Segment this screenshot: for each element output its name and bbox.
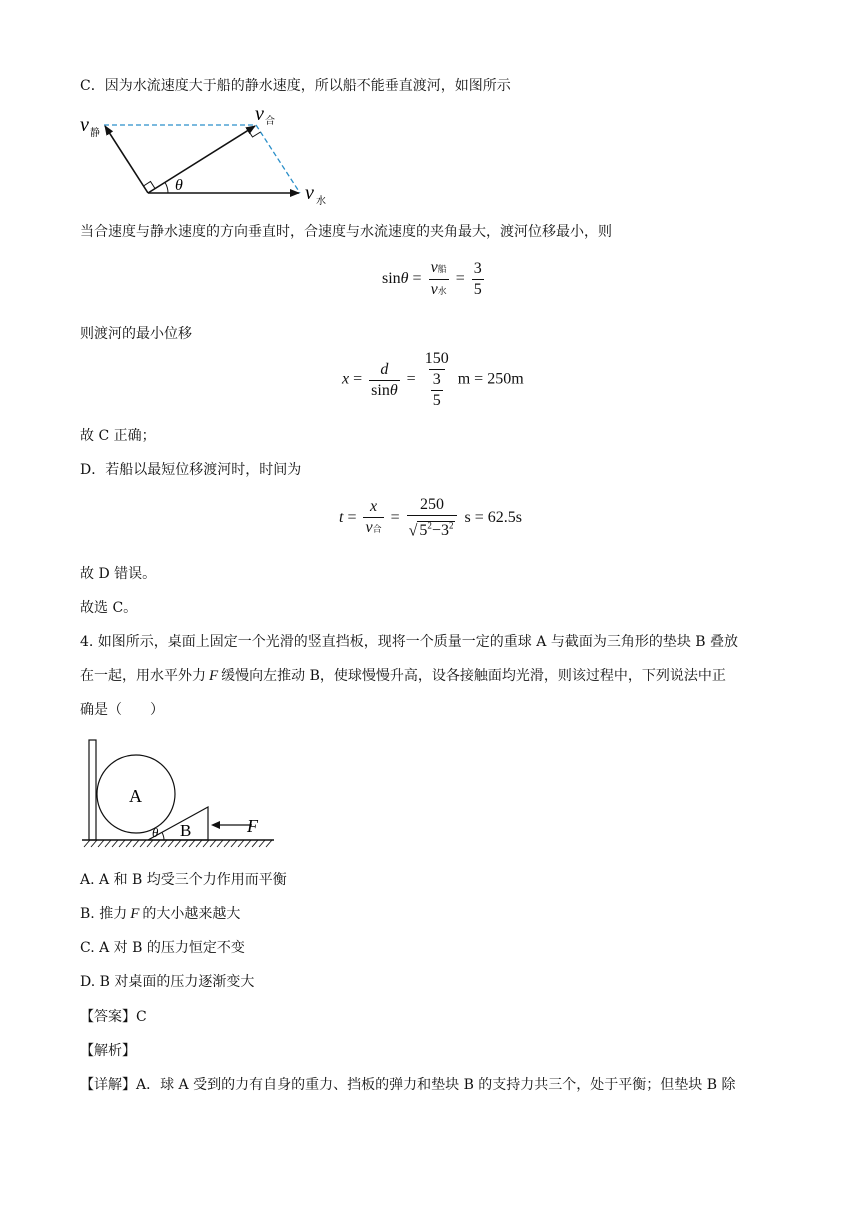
final-choice: 故选 C。 [80, 600, 138, 616]
part-d-heading: D．若船以最短位移渡河时，时间为 [80, 462, 302, 478]
question-4-line-2: 在一起，用水平外力 F 缓慢向左推动 B，使球慢慢升高，设各接触面均光滑，则该过程中，下列说法中正 [80, 668, 726, 684]
eq1-value-fraction [472, 260, 484, 299]
theta-label: θ [175, 177, 183, 194]
ground-hatching [84, 840, 272, 847]
question-4-line-1: 4. 如图所示，桌面上固定一个光滑的竖直挡板，现将一个质量一定的重球 A 与截面为三角形的垫块 B 叠放 [80, 634, 739, 650]
hatch-mark [217, 840, 223, 847]
eq2-result: 250m [487, 370, 524, 388]
v-combined-vector [148, 126, 255, 193]
hatch-mark [189, 840, 195, 847]
eq3-250: 250 [420, 496, 445, 513]
right-angle-mark-top [248, 130, 261, 137]
eq3-x-over-v [363, 498, 383, 538]
eq2-equals-2: = [406, 370, 416, 388]
eq1-theta: θ [400, 270, 409, 288]
label-f: F [247, 816, 258, 836]
eq2-unit: m [457, 370, 471, 388]
hatch-mark [210, 840, 216, 847]
equation-time [339, 496, 522, 540]
hatch-mark [84, 840, 90, 847]
eq1-num-v: v [430, 259, 438, 276]
hatch-mark [126, 840, 132, 847]
velocity-vector-diagram [76, 100, 346, 210]
eq1-velocity-fraction [429, 259, 449, 300]
v-water-subscript: 水 [316, 196, 326, 207]
hatch-mark [203, 840, 209, 847]
hatch-mark [196, 840, 202, 847]
hatch-mark [168, 840, 174, 847]
dashed-line-right [256, 125, 300, 193]
v-water-label: v [305, 182, 314, 204]
eq3-equals-2: = [390, 508, 400, 526]
eq2-compound-fraction [423, 350, 451, 410]
option-d[interactable]: D. B 对桌面的压力逐渐变大 [80, 974, 255, 990]
eq3-250-over-root [407, 496, 458, 540]
v-still-label: v [80, 114, 89, 136]
part-c-heading: C．因为水流速度大于船的静水速度，所以船不能垂直渡河，如图所示 [80, 78, 511, 94]
min-displacement-text: 则渡河的最小位移 [80, 326, 192, 342]
eq1-rhs-den: 5 [473, 281, 482, 298]
eq3-x: x [369, 498, 378, 516]
hatch-mark [98, 840, 104, 847]
eq1-den-v: v [430, 281, 438, 298]
label-a: A [129, 786, 142, 806]
hatch-mark [154, 840, 160, 847]
hatch-mark [238, 840, 244, 847]
eq2-d-over-sin [369, 361, 400, 400]
detail-line: 【详解】A．球 A 受到的力有自身的重力、挡板的弹力和垫块 B 的支持力共三个，处于平衡；但垫块 B 除 [80, 1077, 736, 1093]
label-theta: θ [152, 825, 159, 840]
eq3-equals-3: = [474, 508, 484, 526]
hatch-mark [266, 840, 272, 847]
eq3-v: v [365, 519, 373, 537]
eq3-v-sub: 合 [372, 524, 382, 535]
hatch-mark [140, 840, 146, 847]
option-a[interactable]: A. A 和 B 均受三个力作用而平衡 [80, 872, 287, 888]
hatch-mark [224, 840, 230, 847]
ball-wedge-figure [80, 736, 280, 858]
eq1-equals-2: = [455, 270, 465, 288]
eq3-radicand: $5^2-3^2$ [419, 521, 454, 540]
eq2-d: d [380, 360, 389, 378]
hatch-mark [259, 840, 265, 847]
hatch-mark [105, 840, 111, 847]
part-d-conclusion: 故 D 错误。 [80, 566, 157, 582]
hatch-mark [119, 840, 125, 847]
hatch-mark [161, 840, 167, 847]
eq3-result: 62.5s [487, 508, 522, 526]
eq2-5: 5 [432, 392, 441, 409]
hatch-mark [182, 840, 188, 847]
hatch-mark [231, 840, 237, 847]
eq3-unit: s [464, 508, 471, 526]
analysis-heading: 【解析】 [80, 1043, 136, 1059]
eq2-equals: = [353, 370, 363, 388]
eq2-x: x [342, 370, 350, 388]
equation-sin-theta [382, 259, 487, 300]
hatch-mark [175, 840, 181, 847]
v-still-vector [105, 126, 148, 193]
eq1-sin: sin [382, 270, 401, 288]
eq3-t: t [339, 508, 344, 526]
eq2-3: 3 [432, 371, 441, 388]
eq3-equals: = [347, 508, 357, 526]
answer-line: 【答案】C [80, 1009, 147, 1025]
eq2-150: 150 [424, 350, 449, 367]
force-arrowhead [211, 821, 220, 829]
hatch-mark [252, 840, 258, 847]
question-4-line-3: 确是（ ） [80, 702, 164, 718]
hatch-mark [147, 840, 153, 847]
equation-min-displacement [342, 350, 524, 410]
eq2-equals-3: = [474, 370, 484, 388]
wedge-theta-arc [162, 833, 164, 841]
theta-arc [165, 183, 168, 194]
sqrt-icon: √ [408, 522, 418, 540]
eq2-sin: sin [371, 381, 390, 399]
eq1-den-sub: 水 [437, 286, 447, 296]
hatch-mark [112, 840, 118, 847]
option-b[interactable]: B. 推力 F 的大小越来越大 [80, 906, 241, 922]
hatch-mark [91, 840, 97, 847]
perpendicular-condition-text: 当合速度与静水速度的方向垂直时，合速度与水流速度的夹角最大，渡河位移最小，则 [80, 224, 612, 240]
eq2-theta: θ [389, 381, 398, 399]
hatch-mark [245, 840, 251, 847]
vertical-baffle [89, 740, 96, 840]
v-still-subscript: 静 [90, 128, 100, 139]
hatch-mark [133, 840, 139, 847]
v-combined-label: v [255, 103, 264, 125]
label-b: B [180, 821, 192, 840]
eq1-rhs-num: 3 [473, 260, 482, 277]
option-c[interactable]: C. A 对 B 的压力恒定不变 [80, 940, 245, 956]
part-c-conclusion: 故 C 正确； [80, 428, 156, 444]
eq1-equals: = [412, 270, 422, 288]
eq1-num-sub: 船 [437, 264, 447, 274]
v-combined-subscript: 合 [265, 116, 275, 127]
